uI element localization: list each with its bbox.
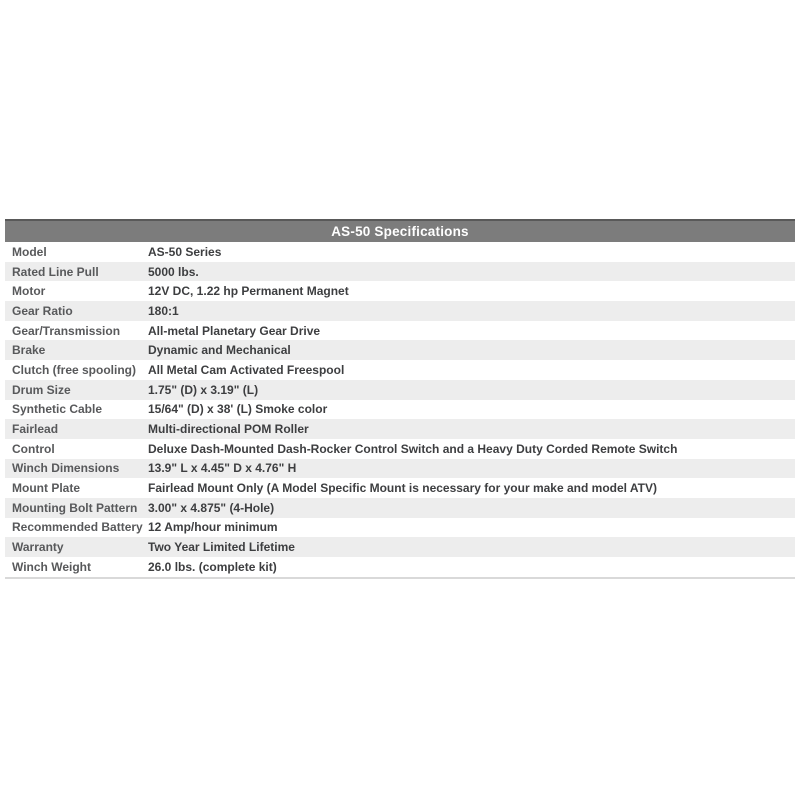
spec-value: 5000 lbs.	[148, 264, 199, 279]
spec-value: 13.9" L x 4.45" D x 4.76" H	[148, 461, 297, 476]
spec-value: 180:1	[148, 303, 179, 318]
spec-label: Mounting Bolt Pattern	[12, 500, 138, 515]
spec-label: Gear/Transmission	[12, 323, 121, 338]
table-body	[5, 242, 795, 579]
table-row	[5, 419, 795, 439]
spec-label: Control	[12, 441, 55, 456]
spec-label: Drum Size	[12, 382, 71, 397]
spec-label: Recommended Battery	[12, 520, 143, 535]
table-row	[5, 380, 795, 400]
table-row	[5, 459, 795, 479]
spec-value: Two Year Limited Lifetime	[148, 540, 295, 555]
table-row	[5, 557, 795, 577]
spec-label: Warranty	[12, 540, 64, 555]
table-row	[5, 400, 795, 420]
spec-label: Winch Dimensions	[12, 461, 120, 476]
spec-label: Fairlead	[12, 422, 59, 437]
spec-value: 12 Amp/hour minimum	[148, 520, 278, 535]
table-title: AS-50 Specifications	[5, 219, 795, 242]
spec-value: Multi-directional POM Roller	[148, 422, 309, 437]
spec-value: 26.0 lbs. (complete kit)	[148, 559, 277, 574]
table-row	[5, 360, 795, 380]
table-row	[5, 321, 795, 341]
table-row	[5, 301, 795, 321]
table-row	[5, 439, 795, 459]
spec-label: Synthetic Cable	[12, 402, 103, 417]
spec-value: Fairlead Mount Only (A Model Specific Mount is necessary for your make and model ATV)	[148, 481, 657, 496]
spec-label: Mount Plate	[12, 481, 80, 496]
spec-label: Brake	[12, 343, 46, 358]
spec-value: All-metal Planetary Gear Drive	[148, 323, 321, 338]
spec-value: AS-50 Series	[148, 244, 222, 259]
table-row	[5, 518, 795, 538]
spec-value: 3.00" x 4.875" (4-Hole)	[148, 500, 275, 515]
spec-value: 12V DC, 1.22 hp Permanent Magnet	[148, 284, 349, 299]
spec-label: Motor	[12, 284, 46, 299]
spec-label: Rated Line Pull	[12, 264, 99, 279]
table-row	[5, 498, 795, 518]
spec-label: Clutch (free spooling)	[12, 362, 136, 377]
spec-value: Dynamic and Mechanical	[148, 343, 291, 358]
spec-value: 1.75" (D) x 3.19" (L)	[148, 382, 259, 397]
spec-label: Gear Ratio	[12, 303, 73, 318]
spec-label: Model	[12, 244, 47, 259]
table-row	[5, 281, 795, 301]
table-row	[5, 262, 795, 282]
spec-value: 15/64" (D) x 38' (L) Smoke color	[148, 402, 328, 417]
table-row	[5, 478, 795, 498]
spec-value: Deluxe Dash-Mounted Dash-Rocker Control Switch and a Heavy Duty Corded Remote Switch	[148, 441, 678, 456]
table-row	[5, 340, 795, 360]
specifications-table	[5, 219, 795, 579]
table-row	[5, 537, 795, 557]
table-row	[5, 242, 795, 262]
spec-label: Winch Weight	[12, 559, 91, 574]
spec-value: All Metal Cam Activated Freespool	[148, 362, 345, 377]
